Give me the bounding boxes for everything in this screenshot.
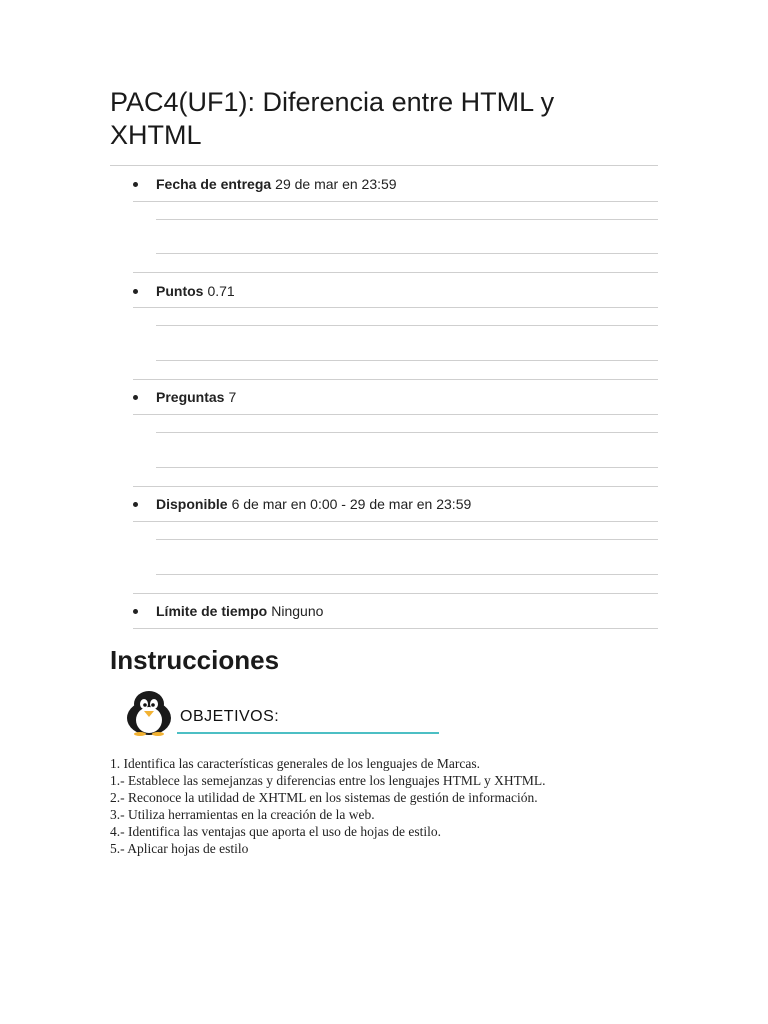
divider	[133, 414, 658, 415]
bullet-icon	[133, 502, 138, 507]
detail-value: 0.71	[207, 283, 235, 299]
divider	[133, 307, 658, 308]
detail-value: 7	[228, 389, 237, 405]
detail-label: Límite de tiempo	[156, 603, 268, 619]
detail-available	[133, 488, 471, 520]
page-title: PAC4(UF1): Diferencia entre HTML y XHTML	[110, 87, 555, 150]
objective-item: 4.- Identifica las ventajas que aporta el uso de hojas de estilo.	[110, 824, 442, 839]
detail-points	[133, 275, 235, 307]
bullet-icon	[133, 289, 138, 294]
bullet-icon	[133, 182, 138, 187]
divider	[133, 593, 658, 594]
divider	[133, 379, 658, 380]
instructions-heading: Instrucciones	[110, 645, 280, 675]
objectives-label: OBJETIVOS:	[180, 708, 280, 725]
detail-label: Puntos	[156, 283, 204, 299]
objectives-list	[110, 755, 545, 857]
penguin-icon	[122, 690, 176, 736]
divider	[156, 325, 658, 326]
detail-time-limit	[133, 595, 323, 627]
detail-label: Fecha de entrega	[156, 176, 272, 192]
objectives-banner	[122, 690, 442, 736]
divider	[133, 521, 658, 522]
detail-questions	[133, 381, 236, 413]
divider	[156, 467, 658, 468]
detail-label: Disponible	[156, 496, 228, 512]
detail-value: 6 de mar en 0:00 - 29 de mar en 23:59	[231, 496, 472, 512]
objective-item: 2.- Reconoce la utilidad de XHTML en los sistemas de gestión de información.	[110, 790, 538, 805]
divider	[156, 253, 658, 254]
divider	[156, 360, 658, 361]
bullet-icon	[133, 609, 138, 614]
divider	[133, 628, 658, 629]
objectives-underline	[177, 732, 439, 734]
divider	[156, 219, 658, 220]
objective-item: 1.- Establece las semejanzas y diferencias entre los lenguajes HTML y XHTML.	[110, 773, 546, 788]
detail-value: Ninguno	[271, 603, 324, 619]
divider	[156, 432, 658, 433]
divider	[156, 574, 658, 575]
detail-value: 29 de mar en 23:59	[275, 176, 397, 192]
divider	[133, 486, 658, 487]
objective-item: 1. Identifica las características generales de los lenguajes de Marcas.	[110, 756, 480, 771]
detail-label: Preguntas	[156, 389, 225, 405]
objective-item: 3.- Utiliza herramientas en la creación de la web.	[110, 807, 375, 822]
detail-due-date	[133, 168, 397, 200]
bullet-icon	[133, 395, 138, 400]
objective-item: 5.- Aplicar hojas de estilo	[110, 841, 249, 856]
divider	[133, 272, 658, 273]
divider	[133, 201, 658, 202]
divider	[156, 539, 658, 540]
divider	[110, 165, 658, 166]
